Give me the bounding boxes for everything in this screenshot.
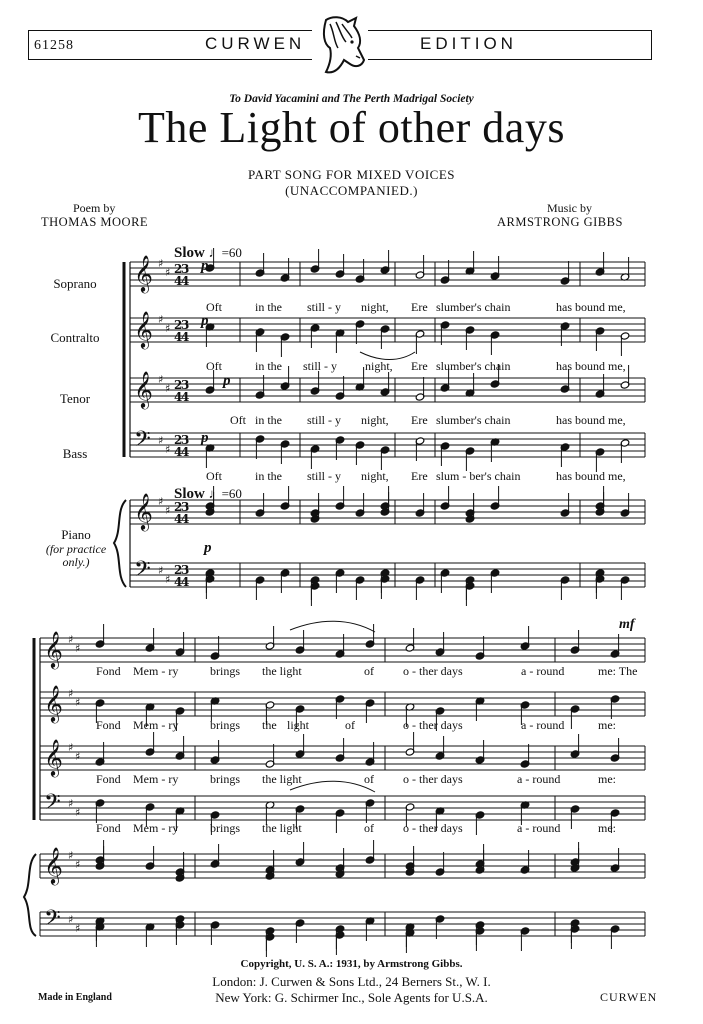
dynamic-p: p [201,258,209,274]
time-signature: 4 [181,390,190,404]
sharp-icon: ♯ [158,564,164,577]
piano-brace [24,854,36,936]
lyric: night, [361,469,389,483]
sharp-icon: ♯ [158,434,164,447]
lyric: a - round [517,821,561,835]
lyric: brings [210,718,240,732]
dynamic-mf: mf [619,617,635,632]
lyric: Fond [96,718,121,732]
curwen-imprint: CURWEN [600,990,658,1004]
bass-clef-icon: 𝄢 [44,790,61,820]
lyric: slumber's chain [436,413,511,427]
lyric: Oft [230,413,246,427]
music-label: Music by [547,201,592,215]
lyric: the light [262,772,302,786]
treble-clef-icon: 𝄞 [134,492,153,530]
dynamic-p: p [223,373,231,389]
lyric: Fond [96,664,121,678]
lyric: o - ther days [403,718,463,732]
treble-clef-icon: 𝄞 [44,846,63,884]
time-signature: 4 [174,390,183,404]
new-york-address: New York: G. Schirmer Inc., Sole Agents for U.S.A. [215,990,488,1005]
lyric: o - ther days [403,772,463,786]
lyric: a - round [517,772,561,786]
subtitle-2: (UNACCOMPANIED.) [285,183,418,198]
time-signature: 3 [181,563,190,577]
time-signature: 4 [174,575,183,589]
sharp-icon: ♯ [68,687,74,700]
sharp-icon: ♯ [158,313,164,326]
sharp-icon: ♯ [158,257,164,270]
lyric: slumber's chain [436,300,511,314]
publisher-right: EDITION [420,34,517,53]
lyric: Ere [411,359,428,373]
lyric: Mem - ry [133,718,179,732]
treble-clef-icon: 𝄞 [44,630,63,668]
lyric: night, [365,359,393,373]
composer-name: ARMSTRONG GIBBS [497,215,623,229]
treble-clef-icon: 𝄞 [44,684,63,722]
lyric: has bound me, [556,300,626,314]
sharp-icon: ♯ [165,443,171,456]
lyric: Ere [411,413,428,427]
sharp-icon: ♯ [165,266,171,279]
time-signature: 3 [181,262,190,276]
time-signature: 3 [181,378,190,392]
sharp-icon: ♯ [68,741,74,754]
time-signature: 2 [174,500,183,514]
time-signature: 4 [181,512,190,526]
lyric: still - y [307,413,342,427]
time-signature: 2 [174,262,183,276]
copyright-line: Copyright, U. S. A.: 1931, by Armstrong Gibbs. [240,958,463,970]
lyric: light [287,718,310,732]
sharp-icon: ♯ [158,373,164,386]
lyric: Mem - ry [133,772,179,786]
lyric: Mem - ry [133,664,179,678]
lyric: o - ther days [403,664,463,678]
lyric: Oft [206,469,222,483]
poet-name: THOMAS MOORE [41,215,149,229]
sharp-icon: ♯ [68,797,74,810]
treble-clef-icon: 𝄞 [134,370,153,408]
time-signature: 2 [174,433,183,447]
lyric: in the [255,469,282,483]
lyric: o - ther days [403,821,463,835]
slur [290,621,375,632]
lyric: brings [210,772,240,786]
sharp-icon: ♯ [165,573,171,586]
lyric: in the [255,300,282,314]
time-signature: 4 [181,445,190,459]
voice-label-bass: Bass [62,446,88,461]
lyric: the light [262,821,302,835]
poem-label: Poem by [73,201,116,215]
treble-clef-icon: 𝄞 [134,254,153,292]
lyric: has bound me, [556,469,626,483]
voice-label-tenor: Tenor [59,391,91,406]
lyric: brings [210,664,240,678]
time-signature: 3 [181,500,190,514]
lyric: me: [598,821,616,835]
sharp-icon: ♯ [75,696,81,709]
lyric: Ere [411,300,428,314]
page-title: The Light of other days [138,103,565,152]
london-address: London: J. Curwen & Sons Ltd., 24 Berners St., W. I. [212,974,491,989]
lyric: in the [255,359,282,373]
sharp-icon: ♯ [68,633,74,646]
bass-clef-icon: 𝄢 [134,557,151,587]
lyric: night, [361,413,389,427]
lyric: me: The [598,664,638,678]
time-signature: 4 [181,274,190,288]
sharp-icon: ♯ [165,382,171,395]
slur [290,781,375,792]
lyric: me: [598,772,616,786]
sharp-icon: ♯ [75,642,81,655]
lyric: brings [210,821,240,835]
voice-label-piano: Piano [61,527,91,542]
sharp-icon: ♯ [68,849,74,862]
tempo-marking-piano: Slow ♩=60 [174,486,242,502]
lyric: Ere [411,469,428,483]
lyric: still - y [307,300,342,314]
time-signature: 3 [181,318,190,332]
lyric: Oft [206,359,222,373]
time-signature: 2 [174,563,183,577]
dynamic-p: p [201,430,209,446]
bass-clef-icon: 𝄢 [44,906,61,936]
lyric: night, [361,300,389,314]
sharp-icon: ♯ [165,322,171,335]
piano-note-2: only.) [62,555,90,569]
piano-note-1: (for practice [45,542,107,556]
bass-clef-icon: 𝄢 [134,427,151,457]
treble-clef-icon: 𝄞 [134,310,153,348]
time-signature: 4 [174,274,183,288]
sharp-icon: ♯ [75,922,81,935]
lyric: in the [255,413,282,427]
time-signature: 4 [181,330,190,344]
lyric: Fond [96,821,121,835]
lyric: Mem - ry [133,821,179,835]
lyric: slum - ber's chain [436,469,521,483]
time-signature: 4 [174,330,183,344]
lyric: of [345,718,355,732]
sharp-icon: ♯ [75,750,81,763]
lyric: of [364,821,374,835]
lyric: has bound me, [556,413,626,427]
lyric: has bound me, [556,359,626,373]
time-signature: 4 [174,445,183,459]
lyric: Oft [206,300,222,314]
lyric: a - round [521,718,565,732]
subtitle: PART SONG FOR MIXED VOICES [247,167,456,182]
dynamic-p: p [204,540,212,556]
lyric: me: [598,718,616,732]
lyric: the [262,718,277,732]
lyric: still - y [303,359,338,373]
sharp-icon: ♯ [158,495,164,508]
dedication: To David Yacamini and The Perth Madrigal Society [229,93,474,105]
time-signature: 4 [181,575,190,589]
lyric: Fond [96,772,121,786]
lyric: of [364,664,374,678]
sharp-icon: ♯ [75,858,81,871]
voice-label-soprano: Soprano [53,276,97,291]
treble-clef-icon: 𝄞 [44,738,63,776]
tempo-marking-voices: Slow ♩=60 [174,245,242,261]
voice-label-contralto: Contralto [50,330,100,345]
time-signature: 2 [174,318,183,332]
sharp-icon: ♯ [68,913,74,926]
lyric: a - round [521,664,565,678]
dynamic-p: p [201,313,209,329]
sharp-icon: ♯ [165,504,171,517]
made-in-england: Made in England [38,992,112,1003]
lyric: slumber's chain [436,359,511,373]
time-signature: 4 [174,512,183,526]
time-signature: 3 [181,433,190,447]
lyric: of [364,772,374,786]
lyric: still - y [307,469,342,483]
catalog-number: 61258 [34,38,74,53]
sharp-icon: ♯ [75,806,81,819]
publisher-left: CURWEN [205,34,306,53]
time-signature: 2 [174,378,183,392]
lyric: the light [262,664,302,678]
